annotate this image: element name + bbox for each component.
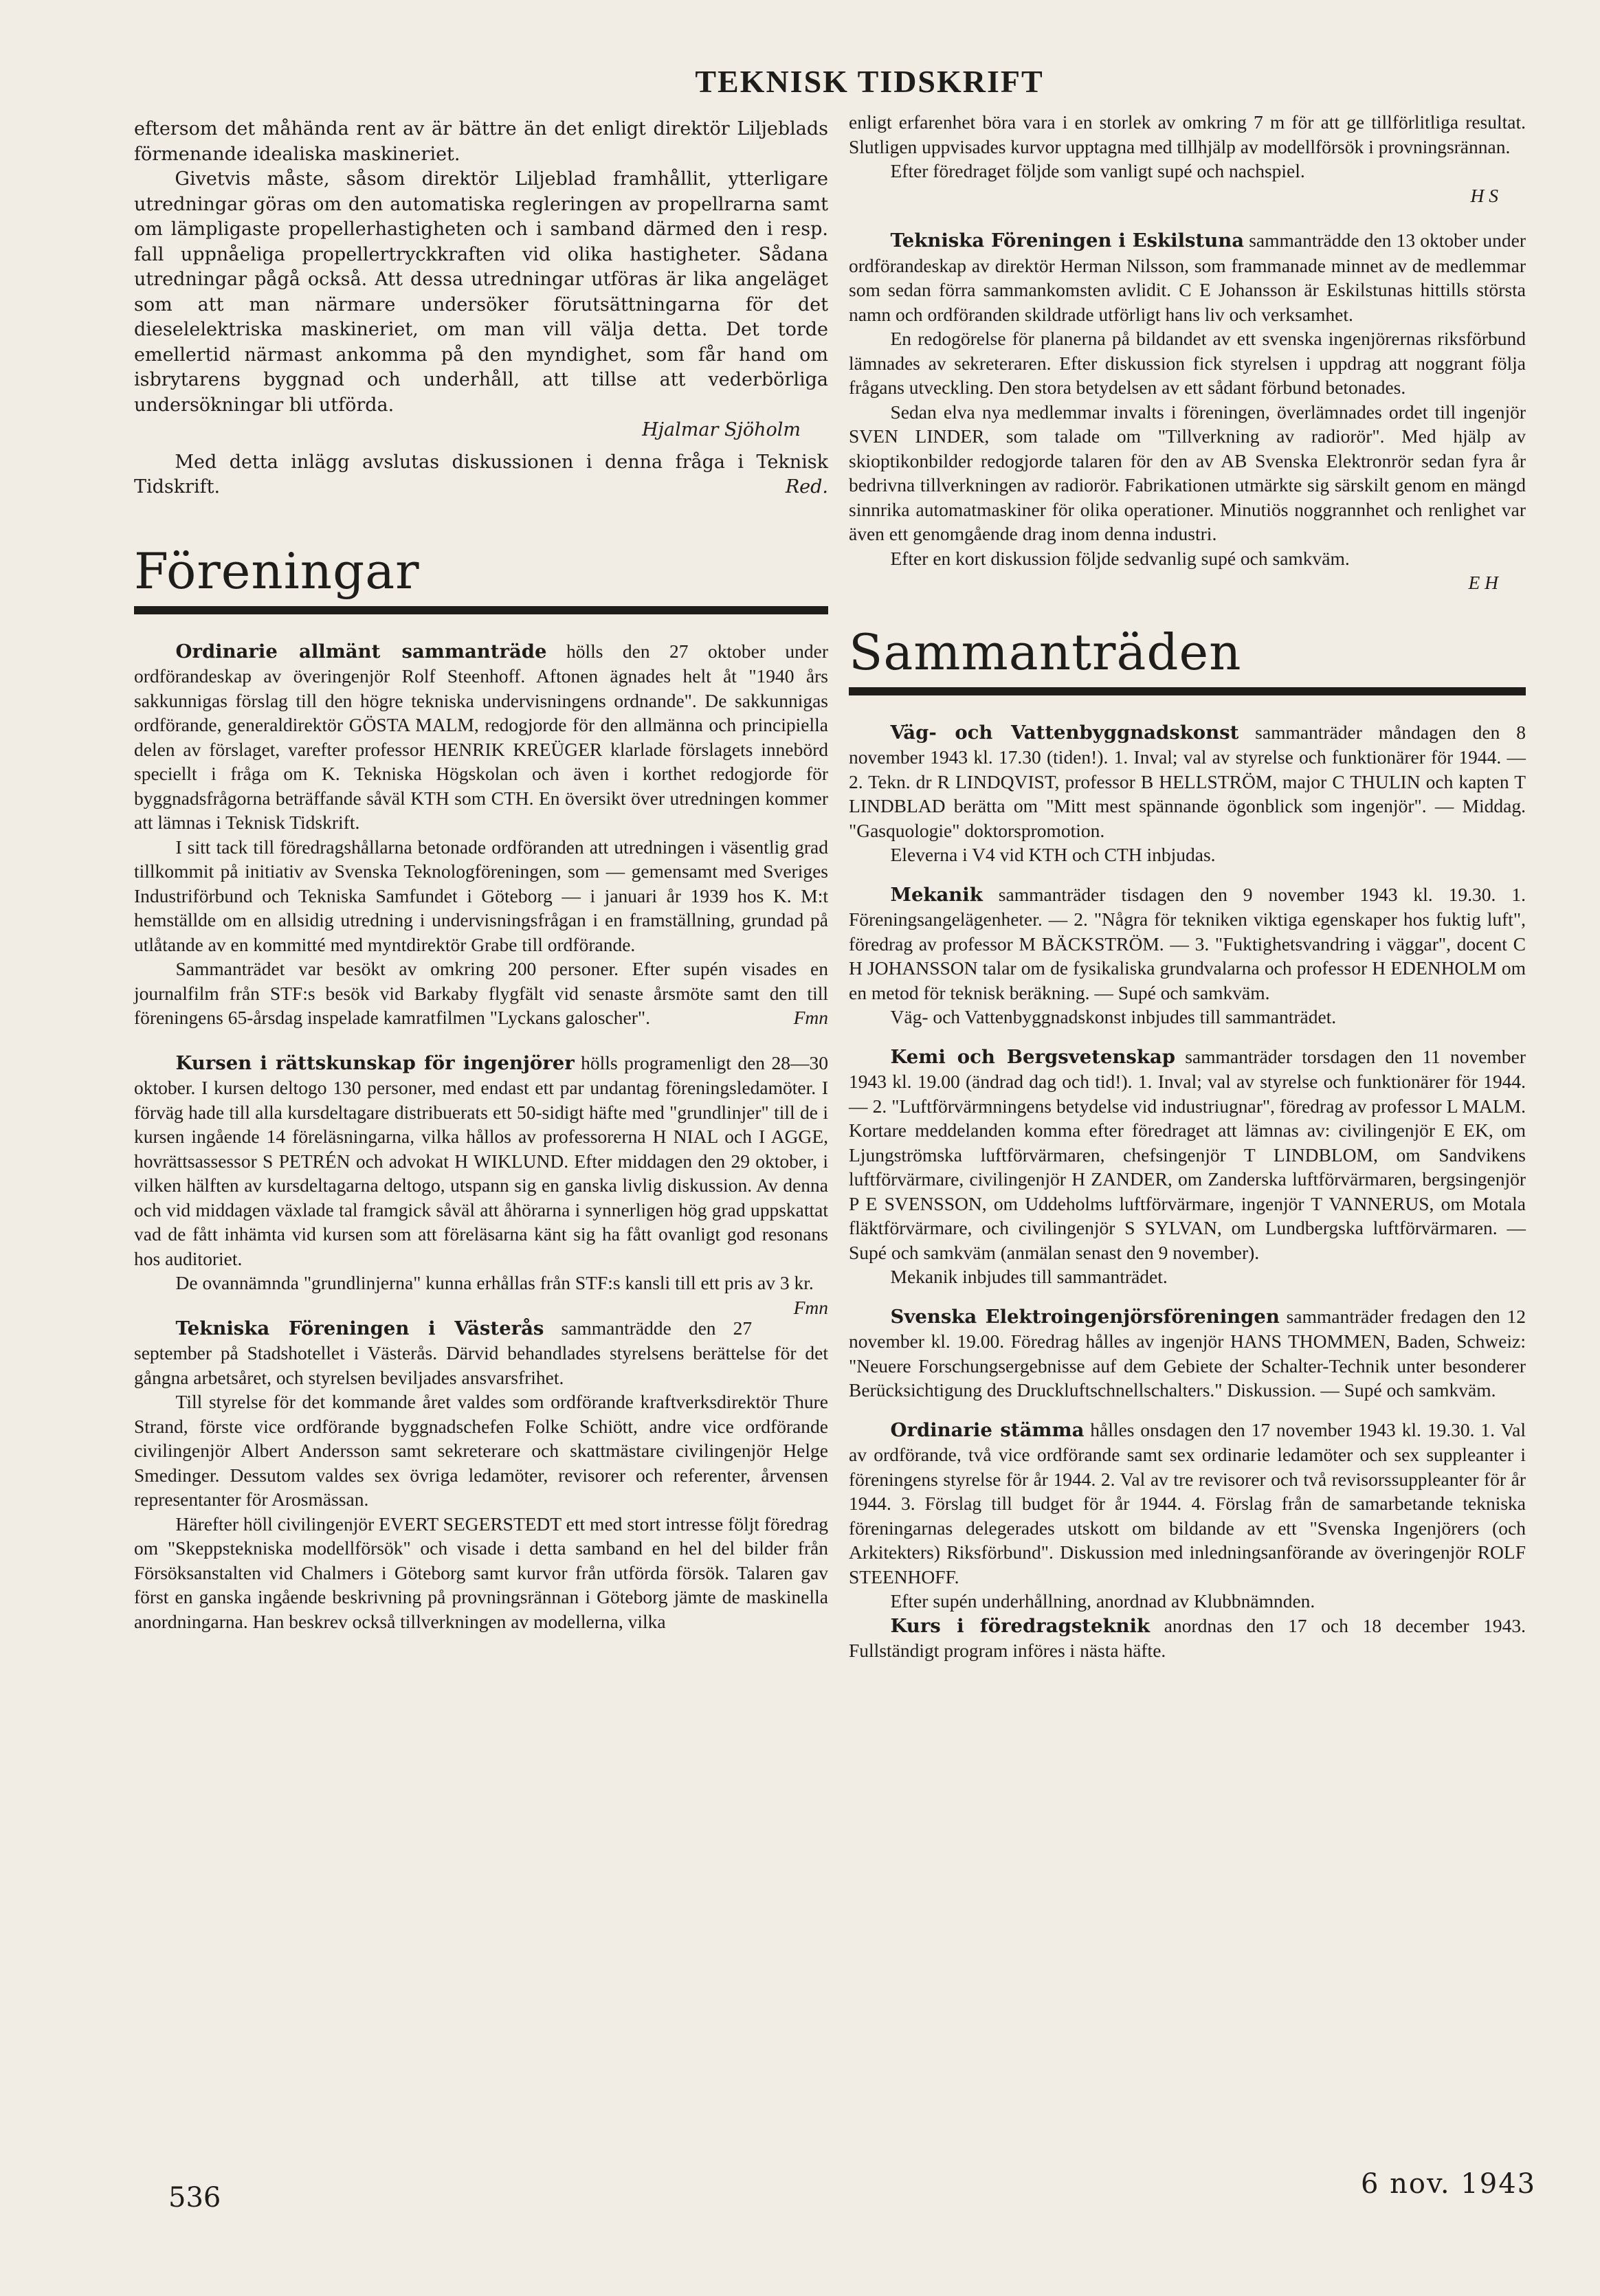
signature-fmn-1: Fmn <box>793 1007 828 1028</box>
masthead: TEKNISK TIDSKRIFT <box>695 64 1044 99</box>
eskilstuna-paragraph-4: Efter en kort diskussion följde sedvanlig supé och samkväm. <box>890 547 1350 569</box>
kemi-paragraph-2: Mekanik inbjudes till sammanträdet. <box>890 1266 1168 1287</box>
vag-paragraph-2: Eleverna i V4 vid KTH och CTH inbjudas. <box>890 844 1216 865</box>
vasteras-paragraph-1: Tekniska Föreningen i Västerås sammanträdde den 27 september på Stadshotellet i Västerås. Därvid behandlades styrelsens berättelse för det gångna arbetsåret, och styrelsen beviljades ansvarsfrihet. <box>134 1317 828 1388</box>
eskilstuna-paragraph-3: Sedan elva nya medlemmar invalts i föreningen, överlämnades ordet till ingenjör SVEN LINDER, som talade om "Tillverkning av radiorör". Med hjälp av skioptikonbilder redogjorde talaren för den av AB Svenska Elektronrör sedan fyra år bedrivna tillverkningen av radiorör. Fabrikationen utmärkte sig särskilt genom en mängd sinnrika automatmaskiner för olika operationer. Minutiös noggrannhet och renlighet var även ett genomgående drag inom denna industri. <box>849 401 1526 544</box>
kursen-paragraph-2: De ovannämnda "grundlinjerna" kunna erhållas från STF:s kansli till ett pris av 3 kr. Fmn <box>134 1271 828 1295</box>
signature-eh: E H <box>1468 572 1498 593</box>
signature-sjoholm: Hjalmar Sjöholm <box>642 419 801 441</box>
intro-paragraph-2: Givetvis måste, såsom direktör Liljeblad framhållit, ytterligare utredningar göras om den automatiska regleringen av propellrarna samt om lämpligaste propellerhastigheten och i samband därmed den i resp. fall uppnåeliga propellertryckkraften vid olika hastigheter. Sådana utredningar pågå också. Att dessa utredningar utföras är lika angeläget som att man närmare undersöker förutsättningarna för det dieselelektriska maskineriet, om man vill välja detta. Det torde emellertid närmast ankomma på den myndighet, som får hand om isbrytarens byggnad och underhåll, att tillse att vederbörliga undersökningar bli utförda. <box>134 168 828 416</box>
signature-red: Red. <box>785 476 828 498</box>
section-rule <box>134 606 828 614</box>
vasteras-paragraph-2: Till styrelse för det kommande året valdes som ordförande kraftverksdirektör Thure Strand, förste vice ordförande byggnadschefen Folke Schiött, andre vice ordförande civilingenjör Albert Andersson samt sekreterare och skattmästare civilingenjör Helge Smedinger. Dessutom valdes sex övriga ledamöter, revisorer och referenter, årvensen representanter för Arosmässan. <box>134 1391 828 1510</box>
ordinarie-lead: Ordinarie allmänt sammanträde <box>175 640 547 662</box>
svenska-lead: Svenska Elektroingenjörsföreningen <box>890 1305 1280 1328</box>
kursen-lead: Kursen i rättskunskap för ingenjörer <box>175 1051 575 1074</box>
page-number: 536 <box>168 2182 221 2214</box>
svenska-paragraph-1: Svenska Elektroingenjörsföreningen sammanträder fredagen den 12 november kl. 19.00. Föredrag hålles av ingenjör HANS THOMMEN, Baden, Schweiz: "Neuere Forschungsergebnisse auf dem Gebiete der Schalter-Technik unter besonderer Berücksichtigung des Druckluftschnellschalters." Diskussion. — Supé och samkväm. <box>849 1305 1526 1401</box>
stamma-paragraph-2: Efter supén underhållning, anordnad av Klubbnämnden. <box>890 1590 1315 1612</box>
kurs-paragraph-1: Kurs i föredragsteknik anordnas den 17 och 18 december 1943. Fullständigt program införes i nästa häfte. <box>849 1614 1526 1661</box>
section-rule-2 <box>849 687 1526 695</box>
kemi-paragraph-1: Kemi och Bergsvetenskap sammanträder torsdagen den 11 november 1943 kl. 19.00 (ändrad dag och tid!). 1. Inval; val av styrelse och funktionärer för 1944. — 2. "Luftförvärmningens betydelse vid industriugnar", föredrag av professor L MALM. Kortare meddelanden komma efter föredraget att lämnas av: civilingenjör E EK, om Ljungströmska luftförvärmaren, chefsingenjör T LINDBLOM, om Sandvikens luftförvärmare, civilingenjör H ZANDER, om Zanderska luftförvärmaren, bergsingenjör P E SVENSSON, om Uddeholms luftförvärmare, ingenjör T VANNERUS, om Motala fläktförvärmare, och civilingenjör S SYLVAN, om Lundbergska luftförvärmaren. — Supé och samkväm (anmälan senast den 9 november). <box>849 1045 1526 1263</box>
intro-paragraph-3: Med detta inlägg avslutas diskussionen i denna fråga i Teknisk Tidskrift. Red. <box>134 450 828 500</box>
issue-date: 6 nov. 1943 <box>1361 2168 1537 2200</box>
continued-paragraph-2: Efter föredraget följde som vanligt supé och nachspiel. <box>890 160 1305 181</box>
eskilstuna-paragraph-2: En redogörelse för planerna på bildandet av ett svenska ingenjörernas riksförbund lämnades av sekreteraren. Efter diskussion fick styrelsen i uppdrag att noggrant följa frågans utveckling. Den stora betydelsen av ett sådant förbund betonades. <box>849 328 1526 398</box>
ordinarie-paragraph-1: Ordinarie allmänt sammanträde hölls den 27 oktober under ordförandeskap av överingenjör Rolf Steenhoff. Aftonen ägnades helt åt "1940 års sakkunnigas förslag till den högre tekniska undervisningens ordnande". De sakkunnigas ordförande, generaldirektör GÖSTA MALM, redogjorde för den allmänna och principiella delen av förslaget, varefter professor HENRIK KREÜGER klarlade förslagets innebörd speciellt i fråga om K. Tekniska Högskolan och även i korthet redogjorde för byggnadsfrågorna beträffande såväl KTH som CTH. En översikt över utredningen kommer att lämnas i Teknisk Tidskrift. <box>134 640 829 833</box>
mekanik-paragraph-2: Väg- och Vattenbyggnadskonst inbjudes till sammanträdet. <box>890 1006 1337 1027</box>
right-column <box>849 110 1526 1663</box>
section-title-sammantraden: Sammanträden <box>849 623 1242 681</box>
vasteras-paragraph-3: Härefter höll civilingenjör EVERT SEGERSTEDT ett med stort intresse följt föredrag om "Skeppstekniska modellförsök" och visade i detta samband en hel del bilder från Försöksanstalten vid Chalmers i Göteborg samt kurvor från utförda försök. Talaren gav först en ganska ingående beskrivning på provningsrännan i Göteborg jämte de maskinella anordningarna. Han beskrev också tillverkningen av modellerna, vilka <box>134 1513 828 1632</box>
stamma-lead: Ordinarie stämma <box>890 1418 1085 1441</box>
kurs-lead: Kurs i föredragsteknik <box>890 1614 1151 1637</box>
mekanik-paragraph-1: Mekanik sammanträder tisdagen den 9 november 1943 kl. 19.30. 1. Föreningsangelägenheter. — 2. "Några för tekniken viktiga egenskaper hos fuktig luft", föredrag av professor M BÄCKSTRÖM. — 3. "Fuktighetsvandring i väggar", docent C H JOHANSSON talar om de fysikaliska grundvalarna och professor H EDENHOLM om en metod för teknisk beräkning. — Supé och samkväm. <box>849 883 1526 1003</box>
eskilstuna-lead: Tekniska Föreningen i Eskilstuna <box>890 230 1245 252</box>
eskilstuna-paragraph-1: Tekniska Föreningen i Eskilstuna sammanträdde den 13 oktober under ordförandeskap av direktör Herman Nilsson, som frammanade minnet av de medlemmar som sedan förra sammankomsten avlidit. C E Johansson är Eskilstunas hittills största namn och ordföranden skildrade utförligt hans liv och verksamhet. <box>849 230 1526 325</box>
mekanik-lead: Mekanik <box>890 883 983 906</box>
vag-paragraph-1: Väg- och Vattenbyggnadskonst sammanträder måndagen den 8 november 1943 kl. 17.30 (tiden!). 1. Inval; val av styrelse och funktionärer för 1944. — 2. Tekn. dr R LINDQVIST, professor B HELLSTRÖM, major C THULIN och kapten T LINDBLAD berätta om "Mitt mest spännande ögonblick som ingenjör". — Middag. "Gasquologie" doktorspromotion. <box>849 721 1526 841</box>
signature-fmn-2: Fmn <box>793 1296 828 1318</box>
continued-paragraph: enligt erfarenhet böra vara i en storlek av omkring 7 m för att ge tillförlitliga resultat. Slutligen uppvisades kurvor upptagna med tillhjälp av modellförsök i provningsrännan. <box>849 111 1526 157</box>
left-column <box>134 117 828 1634</box>
ordinarie-paragraph-2: I sitt tack till föredragshållarna betonade ordföranden att utredningen i väsentlig grad tillkommit på initiativ av Svenska Teknologföreningen, som — gemensamt med Sveriges Industriförbund och Tekniska Samfundet i Göteborg — i januari år 1939 hos K. M:t hemställde om en allsidig utredning i undervisningsfrågan i en framställning, grundad på utlåtande av en kommitté med myntdirektör Grabe till ordförande. <box>134 836 828 955</box>
kursen-paragraph-1: Kursen i rättskunskap för ingenjörer hölls programenligt den 28—30 oktober. I kursen deltogo 130 personer, med endast ett par undantag föreningsledamöter. I förväg hade till alla kursdeltagare distribuerats ett 50-sidigt häfte med "grundlinjer" till de i kursen ingående 14 föreläsningarna, vilka hållos av professorerna H NIAL och I AGGE, hovrättsassessor S PETRÉN och advokat H WIKLUND. Efter middagen den 29 oktober, i vilken hälften av kursdeltagarna deltogo, utspann sig en ganska livlig diskussion. Av denna och vid middagen växlade tal framgick såväl att åhörarna i synnerligen hög grad uppskattat vad de fått inhämta vid kursen som att föreläsarna känt sig ha fått ovanligt god resonans hos auditoriet. <box>134 1051 829 1269</box>
section-title-foreningar: Föreningar <box>134 542 420 600</box>
signature-hs: H S <box>1470 184 1498 206</box>
stamma-paragraph-1: Ordinarie stämma hålles onsdagen den 17 november 1943 kl. 19.30. 1. Val av ordförande, två vice ordförande samt sex ordinarie ledamöter och sex suppleanter i föreningens styrelse för år 1944. 2. Val av tre revisorer och två revisorssuppleanter för år 1944. 3. Förslag till budget för år 1944. 4. Förslag från de samarbetande tekniska föreningarnas delegerades utskott om bildande av ett "Svenska Ingenjörers (och Arkitekters) Riksförbund". Diskussion med inledningsanförande av överingenjör ROLF STEENHOFF. <box>849 1418 1526 1587</box>
kemi-lead: Kemi och Bergsvetenskap <box>890 1045 1175 1068</box>
ordinarie-paragraph-3: Sammanträdet var besökt av omkring 200 personer. Efter supén visades en journalfilm från STF:s besök vid Barkaby flygfält vid senaste årsmöte samt den till föreningens 65-årsdag inspelade kamratfilmen "Lyckans galoscher". Fmn <box>134 957 828 1030</box>
vasteras-lead: Tekniska Föreningen i Västerås <box>175 1317 544 1339</box>
vag-lead: Väg- och Vattenbyggnadskonst <box>890 721 1239 744</box>
intro-paragraph-1: eftersom det måhända rent av är bättre än det enligt direktör Liljeblads förmenande idealiska maskineriet. <box>134 118 828 165</box>
